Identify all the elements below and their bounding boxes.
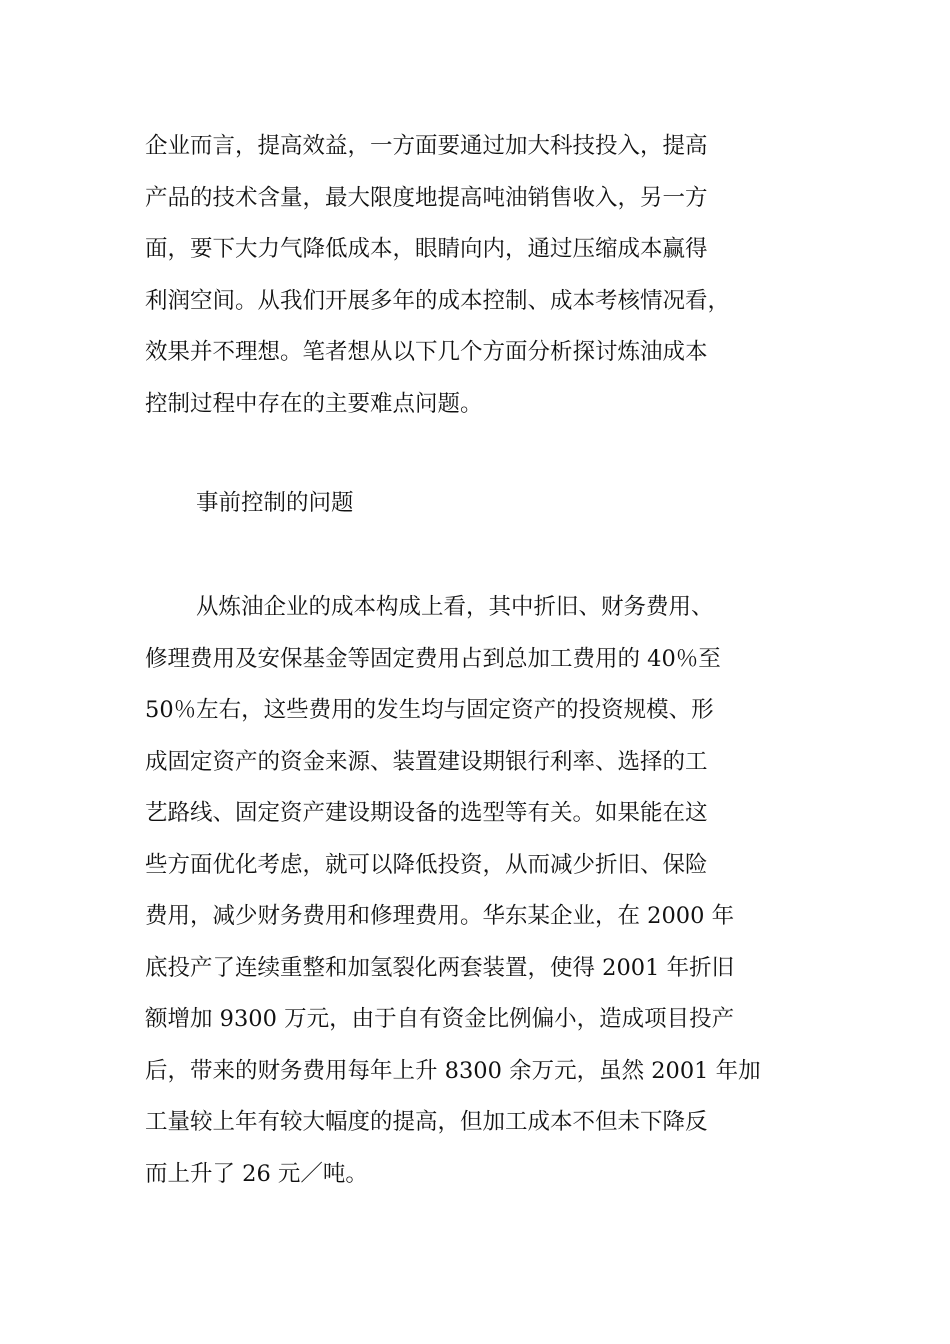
paragraph-cost-structure xyxy=(145,582,805,1200)
paragraph-line: 费用，减少财务费用和修理费用。华东某企业，在 2000 年 xyxy=(145,903,735,929)
paragraph-line: 面，要下大力气降低成本，眼睛向内，通过压缩成本赢得 xyxy=(145,236,708,262)
section-heading-text: 事前控制的问题 xyxy=(196,490,354,516)
paragraph-line: 成固定资产的资金来源、装置建设期银行利率、选择的工 xyxy=(145,748,708,775)
paragraph-line: 艺路线、固定资产建设期设备的选型等有关。如果能在这 xyxy=(145,800,708,826)
paragraph-line: 50％左右，这些费用的发生均与固定资产的投资规模、形 xyxy=(145,697,714,723)
paragraph-line: 而上升了 26 元／吨。 xyxy=(145,1160,368,1187)
paragraph-line: 效果并不理想。笔者想从以下几个方面分析探讨炼油成本 xyxy=(145,339,708,365)
paragraph-line: 后，带来的财务费用每年上升 8300 余万元，虽然 2001 年加 xyxy=(145,1057,761,1084)
paragraph-line: 产品的技术含量，最大限度地提高吨油销售收入，另一方 xyxy=(145,184,708,211)
paragraph-line: 利润空间。从我们开展多年的成本控制、成本考核情况看， xyxy=(145,287,731,314)
paragraph-line: 额增加 9300 万元，由于自有资金比例偏小，造成项目投产 xyxy=(145,1006,735,1032)
paragraph-line: 控制过程中存在的主要难点问题。 xyxy=(145,390,483,417)
paragraph-line: 企业而言，提高效益，一方面要通过加大科技投入，提高 xyxy=(145,133,708,159)
paragraph-intro xyxy=(145,121,805,430)
paragraph-line: 些方面优化考虑，就可以降低投资，从而减少折旧、保险 xyxy=(145,851,708,878)
paragraph-line: 底投产了连续重整和加氢裂化两套装置，使得 2001 年折旧 xyxy=(145,954,735,981)
section-heading xyxy=(145,478,805,530)
paragraph-line: 修理费用及安保基金等固定费用占到总加工费用的 40％至 xyxy=(145,645,721,672)
paragraph-line: 工量较上年有较大幅度的提高，但加工成本不但未下降反 xyxy=(145,1109,708,1135)
paragraph-line: 从炼油企业的成本构成上看，其中折旧、财务费用、 xyxy=(196,594,714,620)
